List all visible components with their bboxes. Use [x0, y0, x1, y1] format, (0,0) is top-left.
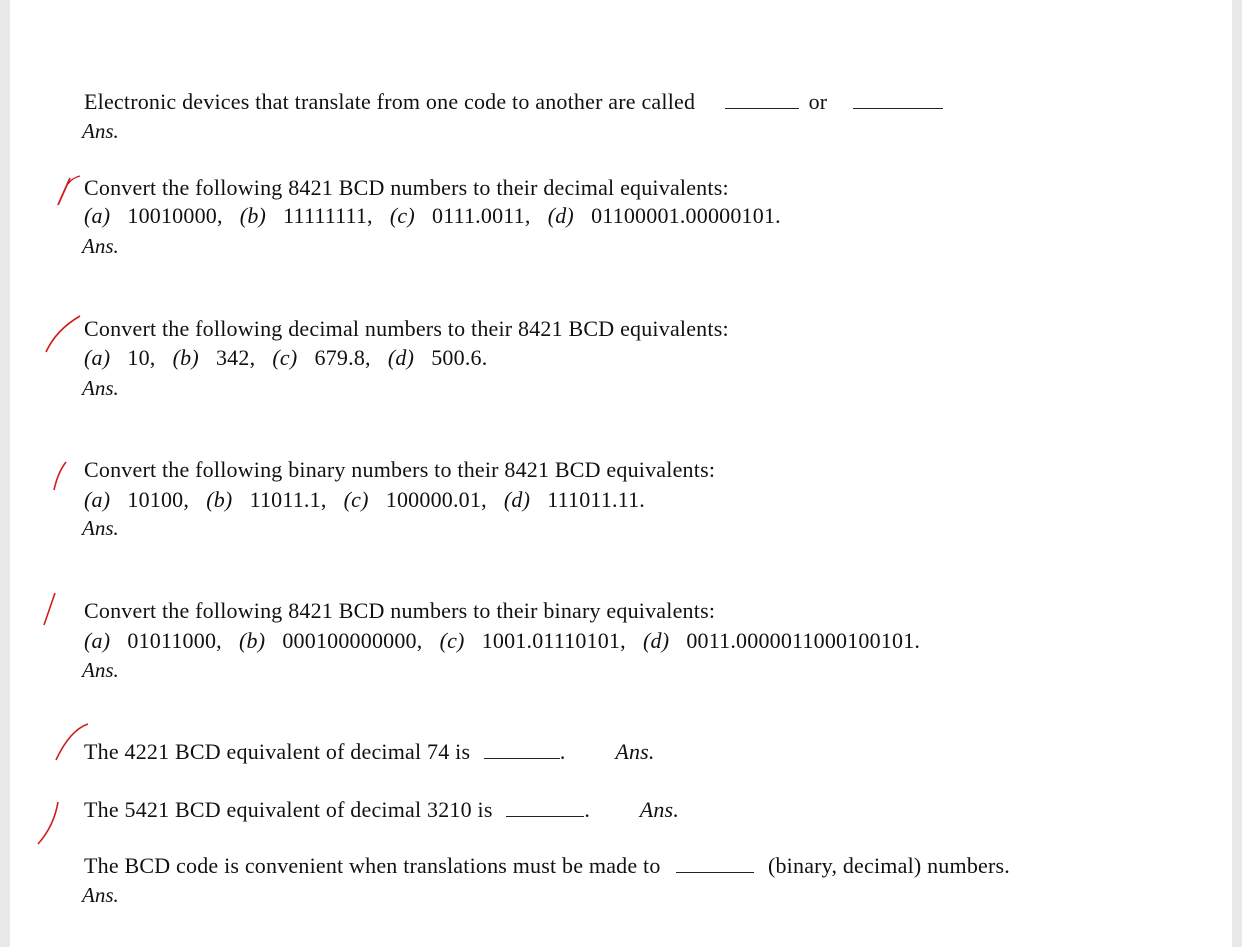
- option-label: (d): [387, 345, 415, 370]
- question-1-text: Electronic devices that translate from one code to another are called: [84, 89, 696, 114]
- option-label: (c): [439, 628, 465, 653]
- pen-tick-mark: [56, 724, 88, 760]
- answer-label: Ans.: [615, 739, 655, 764]
- option-value: 01100001.00000101.: [591, 203, 781, 228]
- answer-label: Ans.: [82, 376, 119, 400]
- pen-tick-mark: [38, 802, 58, 844]
- question-2-text: Convert the following 8421 BCD numbers to their decimal equivalents:: [84, 175, 729, 200]
- option-label: (a): [84, 345, 111, 370]
- question-3-text: Convert the following decimal numbers to their 8421 BCD equivalents:: [84, 316, 729, 341]
- pen-annotations: [10, 0, 1232, 947]
- option-value: 11111111,: [283, 203, 373, 228]
- question-8-tail: (binary, decimal) numbers.: [767, 853, 1010, 878]
- pen-tick-mark: [58, 178, 70, 205]
- option-value: 10010000,: [127, 203, 223, 228]
- pen-tick-mark: [54, 462, 66, 490]
- answer-label: Ans.: [82, 119, 119, 143]
- answer-label: Ans.: [639, 797, 680, 822]
- pen-tick-mark: [46, 316, 80, 352]
- option-label: (b): [238, 628, 266, 653]
- option-label: (a): [84, 203, 111, 228]
- option-value: 10,: [127, 345, 156, 370]
- question-4-text: Convert the following binary numbers to their 8421 BCD equivalents:: [84, 457, 716, 482]
- answer-label: Ans.: [82, 883, 119, 907]
- option-label: (d): [547, 203, 574, 228]
- option-value: 10100,: [127, 487, 190, 512]
- option-value: 0011.0000011000100101.: [686, 628, 921, 653]
- answer-label: Ans.: [82, 234, 119, 258]
- option-value: 1001.01110101,: [481, 628, 626, 653]
- or-text: or: [808, 89, 828, 114]
- option-label: (d): [642, 628, 670, 653]
- option-value: 0111.0011,: [432, 203, 531, 228]
- option-label: (c): [389, 203, 415, 228]
- option-value: 342,: [215, 345, 256, 370]
- option-label: (a): [84, 487, 111, 512]
- option-value: 679.8,: [314, 345, 371, 370]
- option-label: (d): [503, 487, 531, 512]
- question-6: The 4221 BCD equivalent of decimal 74 is . Ans.: [84, 739, 655, 764]
- pen-tick-mark: [44, 593, 55, 625]
- option-value: 500.6.: [431, 345, 488, 370]
- answer-label: Ans.: [82, 658, 119, 682]
- question-6-text: The 4221 BCD equivalent of decimal 74 is: [84, 739, 471, 764]
- question-7: The 5421 BCD equivalent of decimal 3210 is . Ans.: [84, 797, 680, 822]
- option-value: 100000.01,: [385, 487, 487, 512]
- option-value: 000100000000,: [282, 628, 423, 653]
- option-label: (b): [172, 345, 199, 370]
- question-7-text: The 5421 BCD equivalent of decimal 3210 is: [84, 797, 493, 822]
- option-label: (c): [272, 345, 298, 370]
- document-page: [10, 0, 1232, 947]
- option-label: (b): [239, 203, 267, 228]
- option-label: (a): [84, 628, 111, 653]
- question-8-text: The BCD code is convenient when translations must be made to: [84, 853, 661, 878]
- answer-label: Ans.: [82, 516, 119, 540]
- option-value: 01011000,: [127, 628, 222, 653]
- option-value: 11011.1,: [249, 487, 327, 512]
- question-5-text: Convert the following 8421 BCD numbers to their binary equivalents:: [84, 598, 716, 623]
- option-label: (c): [343, 487, 369, 512]
- option-label: (b): [206, 487, 233, 512]
- option-value: 111011.11.: [547, 487, 645, 512]
